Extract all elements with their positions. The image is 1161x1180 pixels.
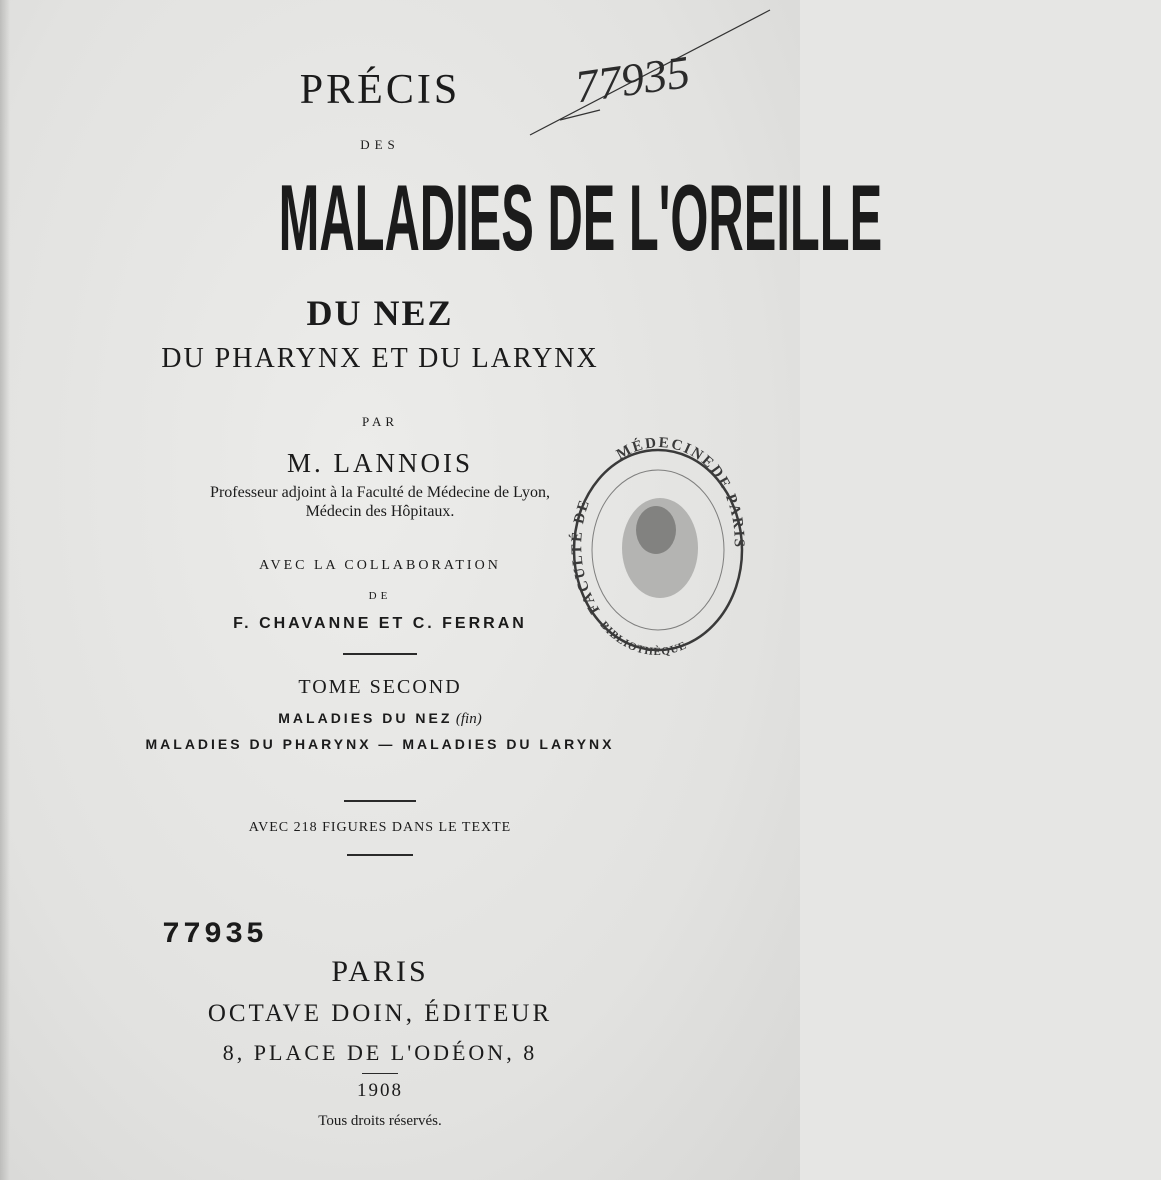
publisher-address: 8, PLACE DE L'ODÉON, 8 [222,1040,538,1065]
divider-3 [347,854,413,856]
title-des: DES [360,137,400,152]
publisher-name: OCTAVE DOIN, ÉDITEUR [207,1000,553,1027]
svg-text:DE PARIS: DE PARIS [706,462,747,550]
author-name: M. LANNOIS [286,448,473,478]
volume-maladies-pharynx-larynx: MALADIES DU PHARYNX — MALADIES DU LARYNX [145,736,615,752]
divider-2 [344,800,416,802]
svg-text:MÉDECINE: MÉDECINE [613,434,718,473]
figures-note: AVEC 218 FIGURES DANS LE TEXTE [248,820,512,835]
author-affiliation-1: Professeur adjoint à la Faculté de Médecine de Lyon, [210,484,550,501]
svg-text:BIBLIOTHÈQUE: BIBLIOTHÈQUE [597,619,689,659]
volume-fin: (fin) [455,711,482,727]
svg-text:FACULTÉ DE: FACULTÉ DE [569,496,604,617]
author-par: PAR [361,414,399,429]
divider-4 [362,1073,398,1074]
volume-tome: TOME SECOND [298,676,462,698]
volume-maladies-nez-line [0,710,760,728]
publisher-city: PARIS [331,955,429,988]
divider-1 [343,653,417,655]
collaboration-names: F. CHAVANNE ET C. FERRAN [233,615,527,632]
publisher-year: 1908 [357,1080,403,1101]
volume-maladies-nez: MALADIES DU NEZ [278,710,453,726]
title-precis: PRÉCIS [299,67,461,113]
publisher-rights: Tous droits réservés. [318,1113,442,1129]
author-affiliation-2: Médecin des Hôpitaux. [305,503,455,520]
collaboration-avec: AVEC LA COLLABORATION [259,558,501,573]
svg-text:77935: 77935 [571,45,693,113]
inventory-number-stamp: 77935 [162,918,268,952]
title-main-text: MALADIES DE L'OREILLE [278,165,883,270]
library-stamp [560,430,750,660]
title-pharynx-larynx: DU PHARYNX ET DU LARYNX [161,343,599,374]
collaboration-de: DE [368,590,392,602]
title-du-nez: DU NEZ [306,293,454,333]
title-main [0,165,883,270]
